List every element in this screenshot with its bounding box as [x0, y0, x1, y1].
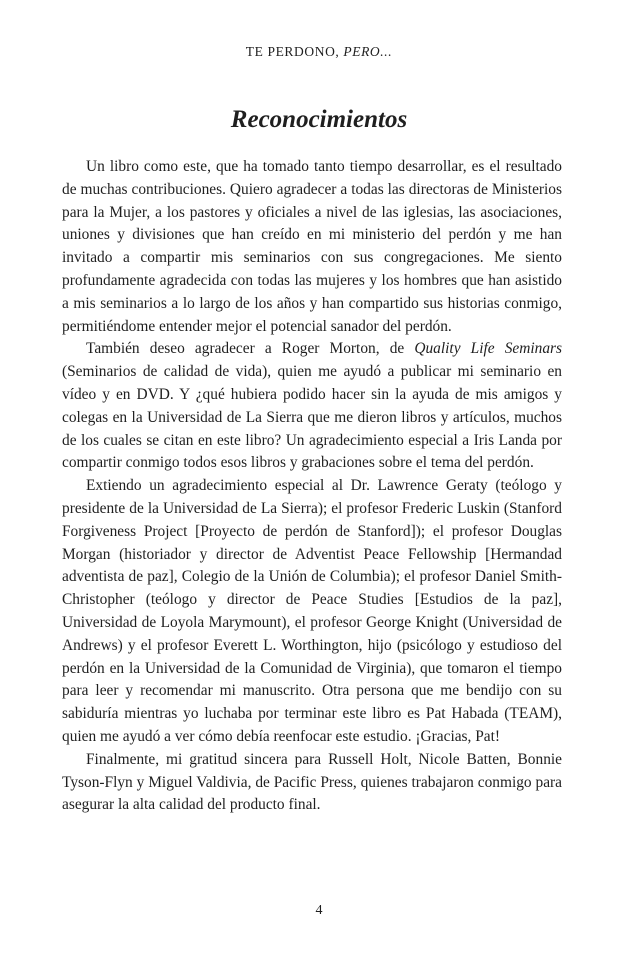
body-text: [62, 156, 562, 817]
running-head-italic: PERO...: [343, 44, 393, 59]
chapter-title: Reconocimientos: [230, 106, 408, 133]
paragraph-text: También deseo agradecer a Roger Morton, de: [86, 340, 415, 358]
paragraph-text: Extiendo un agradecimiento especial al Dr. Lawrence Geraty (teólogo y presidente de la Universidad de La Sierra); el profesor Frederic Luskin (Stanford Forgiveness Project [Proyecto de perdón de Stanford]); el profesor Douglas Morgan (historiador y director de Adventist Peace Fellowship [Hermandad adventista de paz], Colegio de la Unión de Columbia); el profesor Daniel Smith-Christopher (teólogo y director de Peace Studies [Estudios de la paz], Universidad de Loyola Marymount), el profesor George Knight (Universidad de Andrews) y el profesor Everett L. Worthington, hijo (psicólogo y estudioso del perdón en la Universidad de la Comunidad de Virginia), que tomaron el tiempo para leer y recomendar mi manuscrito. Otra persona que me bendijo con su sabiduría mientras yo luchaba por terminar este libro es Pat Habada (TEAM), quien me ayudó a ver cómo debía reenfocar este estudio. ¡Gracias, Pat!: [62, 477, 562, 745]
paragraph-italic-text: Quality Life Seminars: [414, 340, 563, 358]
paragraph-text: Finalmente, mi gratitud sincera para Russell Holt, Nicole Batten, Bonnie Tyson-Flyn y Miguel Valdivia, de Pacific Press, quienes trabajaron conmigo para asegurar la alta calidad del producto final.: [62, 750, 562, 814]
paragraph-2: [62, 338, 562, 475]
running-head-title: TE PERDONO,: [245, 44, 344, 59]
running-head: [0, 44, 638, 60]
paragraph-1: [62, 156, 562, 338]
paragraph-3: [62, 475, 562, 749]
paragraph-text: Un libro como este, que ha tomado tanto tiempo desarrollar, es el resultado de muchas contribuciones. Quiero agradecer a todas las directoras de Ministerios para la Mujer, a los pastores y oficiales a nivel de las iglesias, las asociaciones, uniones y divisiones que han creído en mi ministerio del perdón y me han invitado a compartir mis seminarios con sus congregaciones. Me siento profundamente agradecida con todas las mujeres y los hombres que han asistido a mis seminarios a lo largo de los años y han compartido sus historias conmigo, permitiéndome entender mejor el potencial sanador del perdón.: [62, 158, 562, 335]
paragraph-4: [62, 749, 562, 817]
paragraph-text: (Seminarios de calidad de vida), quien me ayudó a publicar mi seminario en vídeo y en DVD. Y ¿qué hubiera podido hacer sin la ayuda de mis amigos y colegas en la Universidad de La Sierra que me dieron libros y artículos, muchos de los cuales se citan en este libro? Un agradecimiento especial a Iris Landa por compartir conmigo todos esos libros y grabaciones sobre el tema del perdón.: [62, 363, 562, 472]
page-number: 4: [315, 903, 323, 918]
